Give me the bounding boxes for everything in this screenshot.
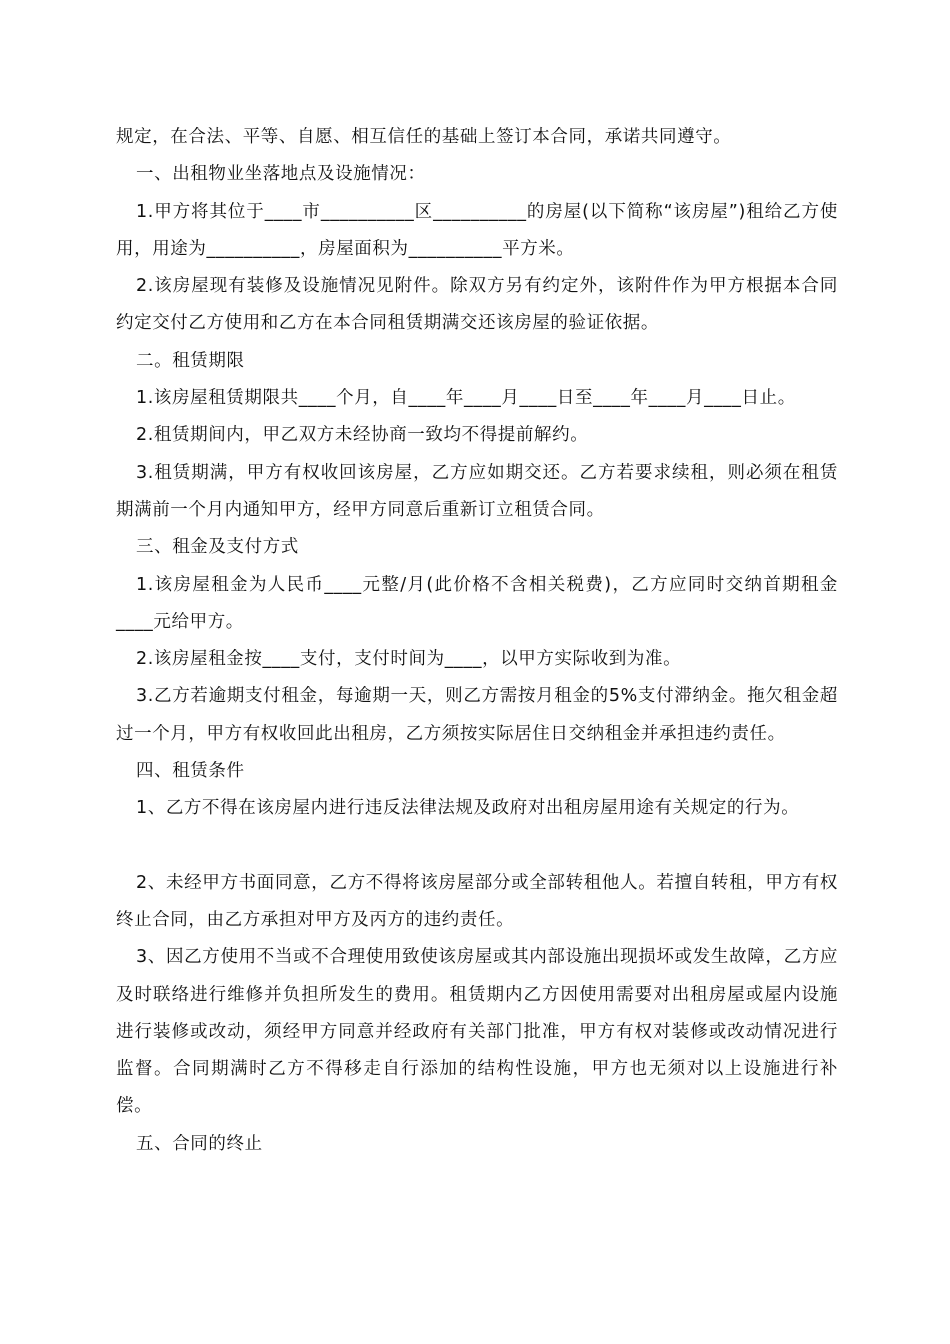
clause-3-3: 3.乙方若逾期支付租金，每逾期一天，则乙方需按月租金的5%支付滞纳金。拖欠租金超过一个月，甲方有权收回此出租房，乙方须按实际居住日交纳租金并承担违约责任。 (116, 686, 838, 744)
clause-3-1: 1.该房屋租金为人民币____元整/月(此价格不含相关税费)，乙方应同时交纳首期租金____元给甲方。 (116, 574, 838, 632)
clause-4-3: 3、因乙方使用不当或不合理使用致使该房屋或其内部设施出现损坏或发生故障，乙方应及时联络进行维修并负担所发生的费用。租赁期内乙方因使用需要对出租房屋或屋内设施进行装修或改动，须经甲方同意并经政府有关部门批准，甲方有权对装修或改动情况进行监督。合同期满时乙方不得移走自行添加的结构性设施，甲方也无须对以上设施进行补偿。 (116, 947, 838, 1117)
intro-paragraph: 规定，在合法、平等、自愿、相互信任的基础上签订本合同，承诺共同遵守。 (116, 127, 732, 147)
clause-4-1: 1、乙方不得在该房屋内进行违反法律法规及政府对出租房屋用途有关规定的行为。 (136, 798, 800, 819)
section-heading-5: 五、合同的终止 (136, 1133, 263, 1154)
section-heading-4: 四、租赁条件 (136, 761, 245, 782)
document-body (116, 119, 838, 1163)
clause-2-3: 3.租赁期满，甲方有权收回该房屋，乙方应如期交还。乙方若要求续租，则必须在租赁期满前一个月内通知甲方，经甲方同意后重新订立租赁合同。 (116, 462, 838, 520)
clause-4-2: 2、未经甲方书面同意，乙方不得将该房屋部分或全部转租他人。若擅自转租，甲方有权终止合同，由乙方承担对甲方及丙方的违约责任。 (116, 872, 838, 930)
section-heading-2: 二。租赁期限 (136, 350, 245, 371)
clause-2-1: 1.该房屋租赁期限共____个月，自____年____月____日至____年____月____日止。 (136, 388, 796, 409)
clause-1-2: 2.该房屋现有装修及设施情况见附件。除双方另有约定外，该附件作为甲方根据本合同约定交付乙方使用和乙方在本合同租赁期满交还该房屋的验证依据。 (116, 276, 838, 334)
section-heading-3: 三、租金及支付方式 (136, 537, 299, 558)
clause-2-2: 2.租赁期间内，甲乙双方未经协商一致均不得提前解约。 (136, 425, 589, 446)
clause-1-1: 1.甲方将其位于____市__________区__________的房屋(以下简称“该房屋”)租给乙方使用，用途为__________，房屋面积为__________平方米。 (116, 201, 838, 259)
section-heading-1: 一、出租物业坐落地点及设施情况： (136, 164, 426, 185)
paragraph-spacer (116, 828, 838, 865)
clause-3-2: 2.该房屋租金按____支付，支付时间为____，以甲方实际收到为准。 (136, 649, 682, 670)
